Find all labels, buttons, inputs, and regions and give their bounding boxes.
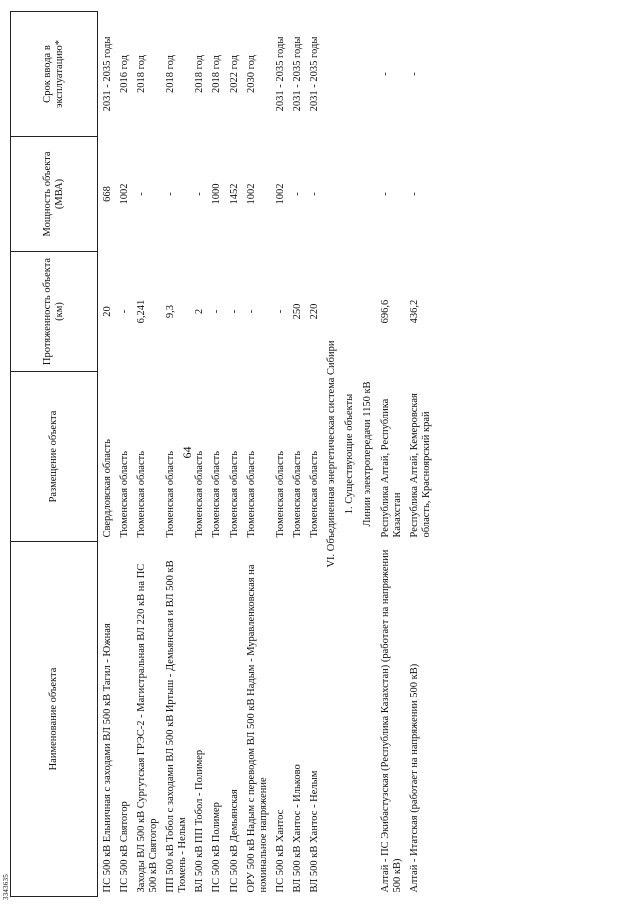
cell-name: Алтай - ПС Экибастузская (Республика Казахстан) (работает на напряжении 500 кВ) [380,549,404,893]
subsubsection-title: Линии электропередачи 1150 кВ [362,381,373,527]
cell-name: ПП 500 кВ Тобол с заходами ВЛ 500 кВ Иртыш - Демьянская и ВЛ 500 кВ Тюмень - Нелым [165,560,189,893]
cell-length: 9,3 [165,304,177,319]
cell-year: 2031 - 2035 годы [98,12,118,137]
cell-power: 1452 [228,183,240,205]
table-row [98,12,118,897]
cell-year: 2031 - 2035 годы [308,36,320,112]
cell-power: - [380,192,392,196]
cell-year: 2018 год [136,55,148,93]
cell-location: Тюменская область [274,450,286,538]
cell-name: ПС 500 кВ Ельничная с заходами ВЛ 500 кВ Тагил - Южная [98,542,118,897]
cell-location: Тюменская область [119,450,131,538]
cell-year: 2018 год [211,55,223,93]
subsection-row [340,12,358,897]
cell-name: ПС 500 кВ Демьянская [228,789,240,893]
cell-power: - [409,192,421,196]
header-length: Протяженность объекта (км) [11,252,98,372]
cell-year: - [409,72,421,76]
cell-year: 2018 год [165,55,177,93]
table-row [407,12,436,897]
cell-location: Тюменская область [136,450,148,538]
subsection-title: 1. Существующие объекты [343,393,355,515]
table-row [117,12,134,897]
page-number: 64 [180,446,194,459]
table-header-row [11,12,98,897]
cell-name: Алтай - Итатская (работает на напряжении 500 кВ) [409,663,421,893]
table-row [307,12,324,897]
cell-location: Тюменская область [245,450,257,538]
cell-length: 696,6 [380,299,392,324]
cell-power: - [194,192,206,196]
cell-name: ПС 500 кВ Хантос [274,809,286,893]
cell-year: - [380,72,392,76]
table-row [134,12,163,897]
cell-power: 1002 [274,183,286,205]
cell-location: Республика Алтай, Республика Казахстан [380,398,404,538]
document-code: 3343635 [2,874,10,900]
cell-name: ОРУ 500 кВ Надым с переводом ВЛ 500 кВ Надым - Муравленковская на номинальное напряжение [245,564,269,893]
table-row [290,12,307,897]
cell-power: - [291,192,303,196]
cell-power: - [165,192,177,196]
section-row [324,12,340,897]
cell-year: 2016 год [119,55,131,93]
header-year: Срок ввода в эксплуатацию* [11,12,98,137]
cell-power: - [136,192,148,196]
header-name: Наименование объекта [11,542,98,897]
section-title: VI. Объединенная энергетическая система Сибири [325,340,337,568]
cell-location: Тюменская область [308,450,320,538]
cell-location: Свердловская область [98,372,118,542]
table-row [273,12,290,897]
cell-location: Тюменская область [228,450,240,538]
cell-year: 2018 год [194,55,206,93]
table-row [192,12,209,897]
cell-length: 6,241 [136,299,148,324]
cell-name: ВЛ 500 кВ ПП Тобол - Полимер [194,749,206,893]
cell-name: ВЛ 500 кВ Хантос - Нелым [308,770,320,893]
cell-power: 1002 [119,183,131,205]
cell-length: - [119,309,131,314]
cell-power: 1002 [245,183,257,205]
cell-name: Заходы ВЛ 500 кВ Сургутская ГРЭС-2 - Магистральная ВЛ 220 кВ на ПС 500 кВ Святогор [136,563,160,893]
subsubsection-row [358,12,378,897]
cell-location: Тюменская область [211,450,223,538]
header-location: Размещение объекта [11,372,98,542]
cell-location: Республика Алтай, Кемеровская область, Красноярский край [409,393,433,538]
table-row [244,12,273,897]
cell-length: - [245,309,257,314]
header-power: Мощность объекта (МВА) [11,137,98,252]
cell-location: Тюменская область [194,450,206,538]
table-row [378,12,407,897]
cell-power: - [308,192,320,196]
cell-location: Тюменская область [291,450,303,538]
table-row [163,12,192,897]
cell-length: 2 [194,308,206,315]
cell-power: 668 [98,137,118,252]
cell-year: 2030 год [245,55,257,93]
cell-name: ВЛ 500 кВ Хантос - Ильково [291,764,303,893]
objects-table [10,11,436,897]
cell-length: 436,2 [409,299,421,324]
table-row [209,12,226,897]
cell-length: 250 [291,303,303,320]
cell-year: 2022 год [228,55,240,93]
cell-year: 2031 - 2035 годы [291,36,303,112]
cell-length: 20 [98,252,118,372]
cell-year: 2031 - 2035 годы [274,36,286,112]
cell-length: 220 [308,303,320,320]
table-row [227,12,244,897]
cell-name: ПС 500 кВ Святогор [119,801,131,893]
cell-name: ПС 500 кВ Полимер [211,802,223,893]
cell-location: Тюменская область [165,450,177,538]
cell-length: - [274,309,286,314]
cell-power: 1000 [211,183,223,205]
cell-length: - [228,309,240,314]
cell-length: - [211,309,223,314]
